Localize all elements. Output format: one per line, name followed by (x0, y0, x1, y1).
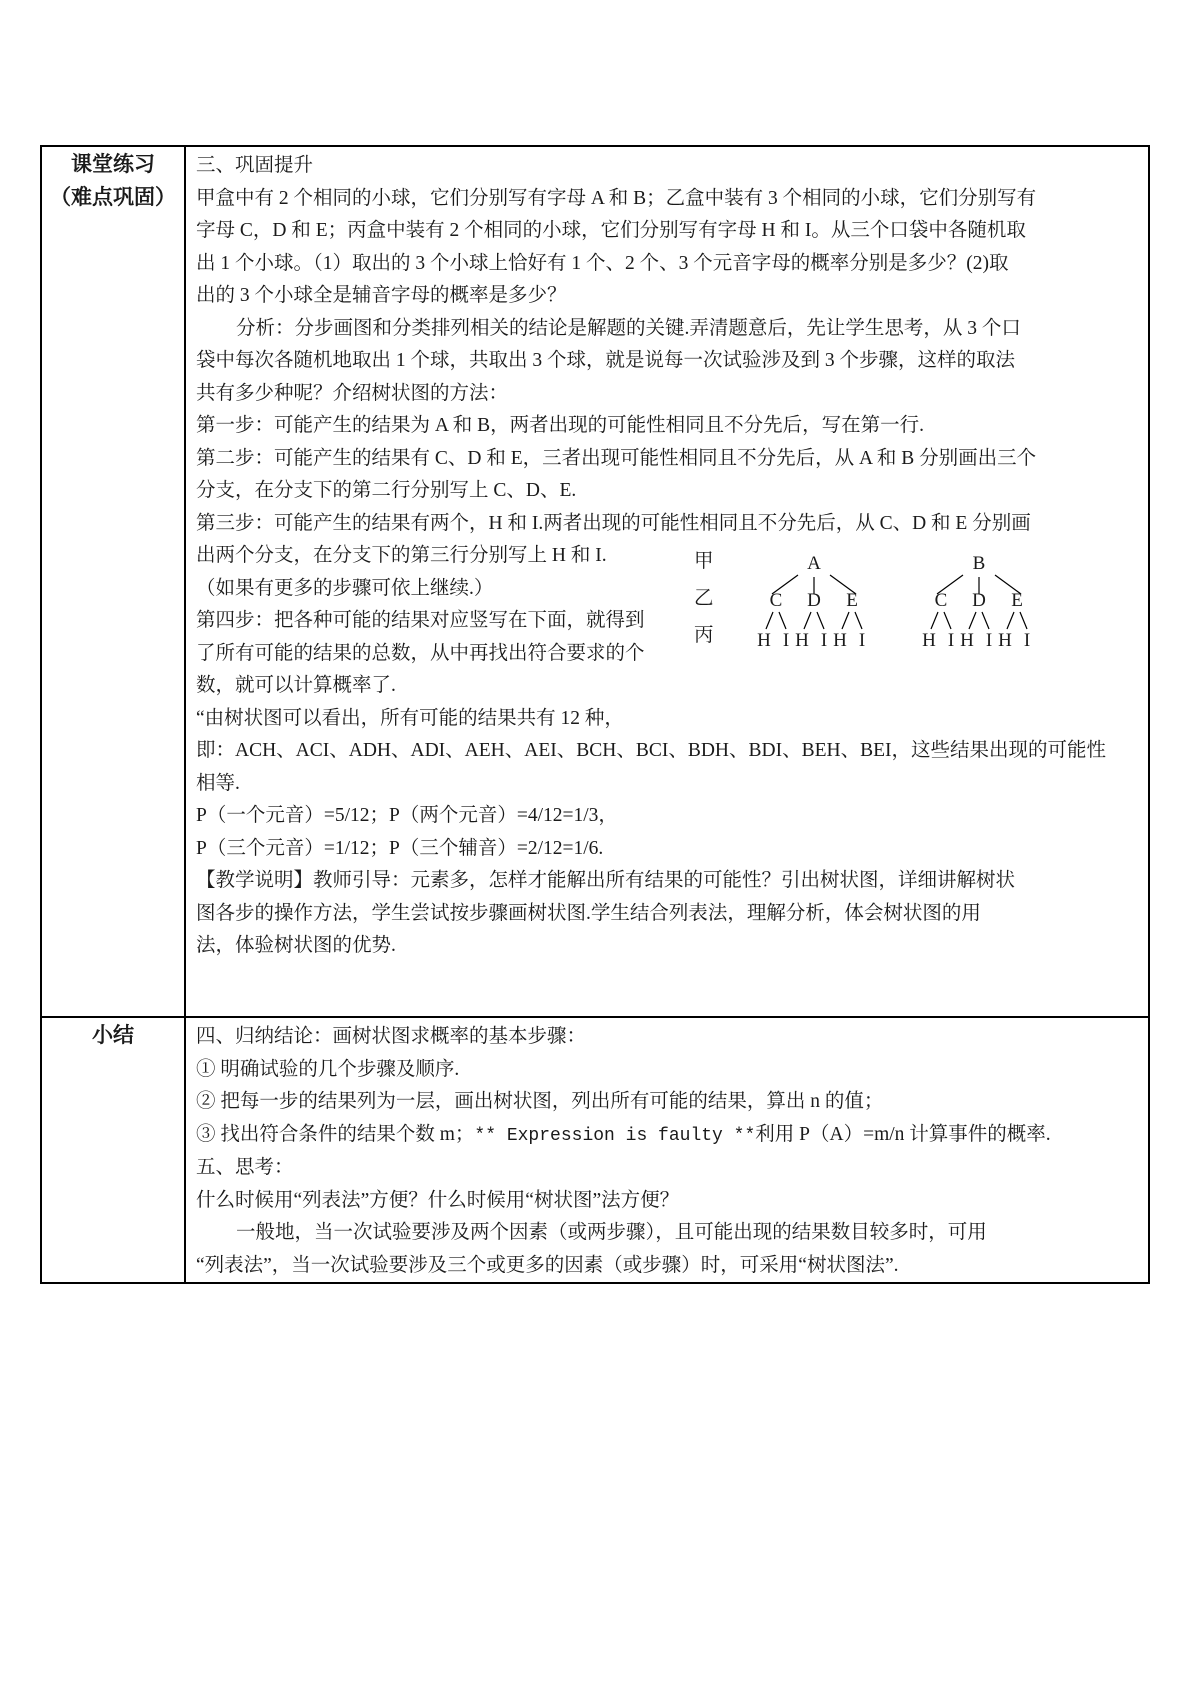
tree-b-leaf: H (922, 630, 936, 650)
tree-b-child: D (972, 590, 986, 611)
summary-content-cell (185, 1017, 1149, 1283)
tree-a-leaf: I (782, 630, 790, 650)
text-line: 第一步：可能产生的结果为 A 和 B，两者出现的可能性相同且不分先后，写在第一行. (196, 415, 925, 436)
tree-a-child: E (846, 590, 858, 611)
text-line: 数，就可以计算概率了. (196, 675, 396, 696)
practice-label-cell (41, 146, 185, 1017)
text-line: P（一个元音）=5/12；P（两个元音）=4/12=1/3， (196, 805, 618, 826)
tree-b-leaf: H (960, 630, 974, 650)
tree-a-root: A (807, 554, 821, 574)
text-line: 袋中每次各随机地取出 1 个球，共取出 3 个球，就是说每一次试验涉及到 3 个步骤，这样的取法 (196, 350, 1016, 371)
tree-b (918, 554, 1038, 650)
text-line: P（三个元音）=1/12；P（三个辅音）=2/12=1/6. (196, 837, 604, 859)
text-line: 第四步：把各种可能的结果对应竖写在下面，就得到 (196, 610, 645, 631)
lesson-plan-table (40, 145, 1150, 1284)
tree-diagram (694, 551, 1064, 652)
tree-a-leaf: I (858, 630, 866, 650)
text-line: 第二步：可能产生的结果有 C、D 和 E，三者出现可能性相同且不分先后，从 A 和 B 分别画出三个 (196, 447, 1037, 469)
text-line: 五、思考： (196, 1157, 294, 1178)
practice-row (41, 146, 1149, 1017)
tree-a-child: D (807, 590, 821, 611)
faulty-line-prefix: ③ 找出符合条件的结果个数 m； (196, 1123, 475, 1145)
tree-row-label-bing: 丙 (694, 625, 714, 646)
tree-row-label-yi: 乙 (694, 588, 714, 609)
tree-b-child: E (1011, 590, 1023, 611)
text-line: 【教学说明】教师引导：元素多，怎样才能解出所有结果的可能性？引出树状图，详细讲解树状 (196, 870, 1016, 891)
practice-label-line2: （难点巩固） (50, 186, 176, 209)
text-line: 三、巩固提升 (196, 155, 314, 176)
faulty-line-suffix: 利用 P（A）=m/n 计算事件的概率. (755, 1123, 1051, 1145)
faulty-expression-placeholder: ** Expression is faulty ** (474, 1125, 756, 1146)
text-line: 出 1 个小球。（1）取出的 3 个小球上恰好有 1 个、2 个、3 个元音字母的概率分别是多少？(2)取 (196, 252, 1009, 274)
text-line: ② 把每一步的结果列为一层，画出树状图，列出所有可能的结果，算出 n 的值； (196, 1091, 884, 1112)
text-line: 什么时候用“列表法”方便？什么时候用“树状图”法方便？ (196, 1189, 680, 1211)
tree-a-leaf: H (833, 630, 847, 650)
tree-a-child: C (769, 590, 783, 611)
tree-b-root: B (972, 554, 986, 574)
text-line: 了所有可能的结果的总数，从中再找出符合要求的个 (196, 642, 645, 664)
text-line: 共有多少种呢？介绍树状图的方法： (196, 382, 509, 404)
text-line: “由树状图可以看出，所有可能的结果共有 12 种， (196, 707, 624, 729)
text-line: 相等. (196, 772, 240, 794)
text-line: ① 明确试验的几个步骤及顺序. (196, 1058, 460, 1080)
tree-b-leaf: I (947, 630, 955, 650)
tree-b-leaf: I (985, 630, 993, 650)
tree-row-label-jia: 甲 (694, 551, 714, 572)
text-line: 字母 C，D 和 E；丙盒中装有 2 个相同的小球，它们分别写有字母 H 和 I。从三个口袋中各随机取 (196, 220, 1026, 241)
summary-label-cell (41, 1017, 185, 1283)
text-line: （如果有更多的步骤可依上继续.） (196, 577, 494, 599)
text-line: 法，体验树状图的优势. (196, 935, 396, 956)
tree-a (753, 554, 873, 650)
summary-label: 小结 (92, 1024, 134, 1047)
summary-row (41, 1017, 1149, 1283)
text-line: 一般地，当一次试验要涉及两个因素（或两步骤），且可能出现的结果数目较多时，可用 (236, 1222, 987, 1243)
practice-content-cell (185, 146, 1149, 1017)
text-line: 四、归纳结论：画树状图求概率的基本步骤： (196, 1026, 587, 1047)
practice-label-line1: 课堂练习 (71, 153, 155, 176)
tree-b-leaf: I (1023, 630, 1031, 650)
tree-b-leaf: H (998, 630, 1012, 650)
tree-a-leaf: H (757, 630, 771, 650)
text-line: 第三步：可能产生的结果有两个，H 和 I.两者出现的可能性相同且不分先后，从 C、D 和 E 分别画 (196, 512, 1031, 534)
text-line: 即：ACH、ACI、ADH、ADI、AEH、AEI、BCH、BCI、BDH、BDI、BEH、BEI，这些结果出现的可能性 (196, 740, 1106, 761)
text-line: 出的 3 个小球全是辅音字母的概率是多少？ (196, 285, 567, 306)
tree-a-leaf: H (795, 630, 809, 650)
tree-a-leaf: I (820, 630, 828, 650)
tree-b-child: C (934, 590, 948, 611)
text-line: 图各步的操作方法，学生尝试按步骤画树状图.学生结合列表法，理解分析，体会树状图的用 (196, 902, 981, 924)
text-line: 分析：分步画图和分类排列相关的结论是解题的关键.弄清题意后，先让学生思考，从 3 个口 (236, 317, 1021, 339)
text-line: 分支，在分支下的第二行分别写上 C、D、E. (196, 480, 577, 501)
text-line: 甲盒中有 2 个相同的小球，它们分别写有字母 A 和 B；乙盒中装有 3 个相同的小球，它们分别写有 (196, 187, 1037, 209)
text-line-with-faulty-expression (196, 1119, 1142, 1153)
text-line: 出两个分支，在分支下的第三行分别写上 H 和 I. (196, 545, 607, 566)
text-line: “列表法”，当一次试验要涉及三个或更多的因素（或步骤）时，可采用“树状图法”. (196, 1254, 899, 1276)
